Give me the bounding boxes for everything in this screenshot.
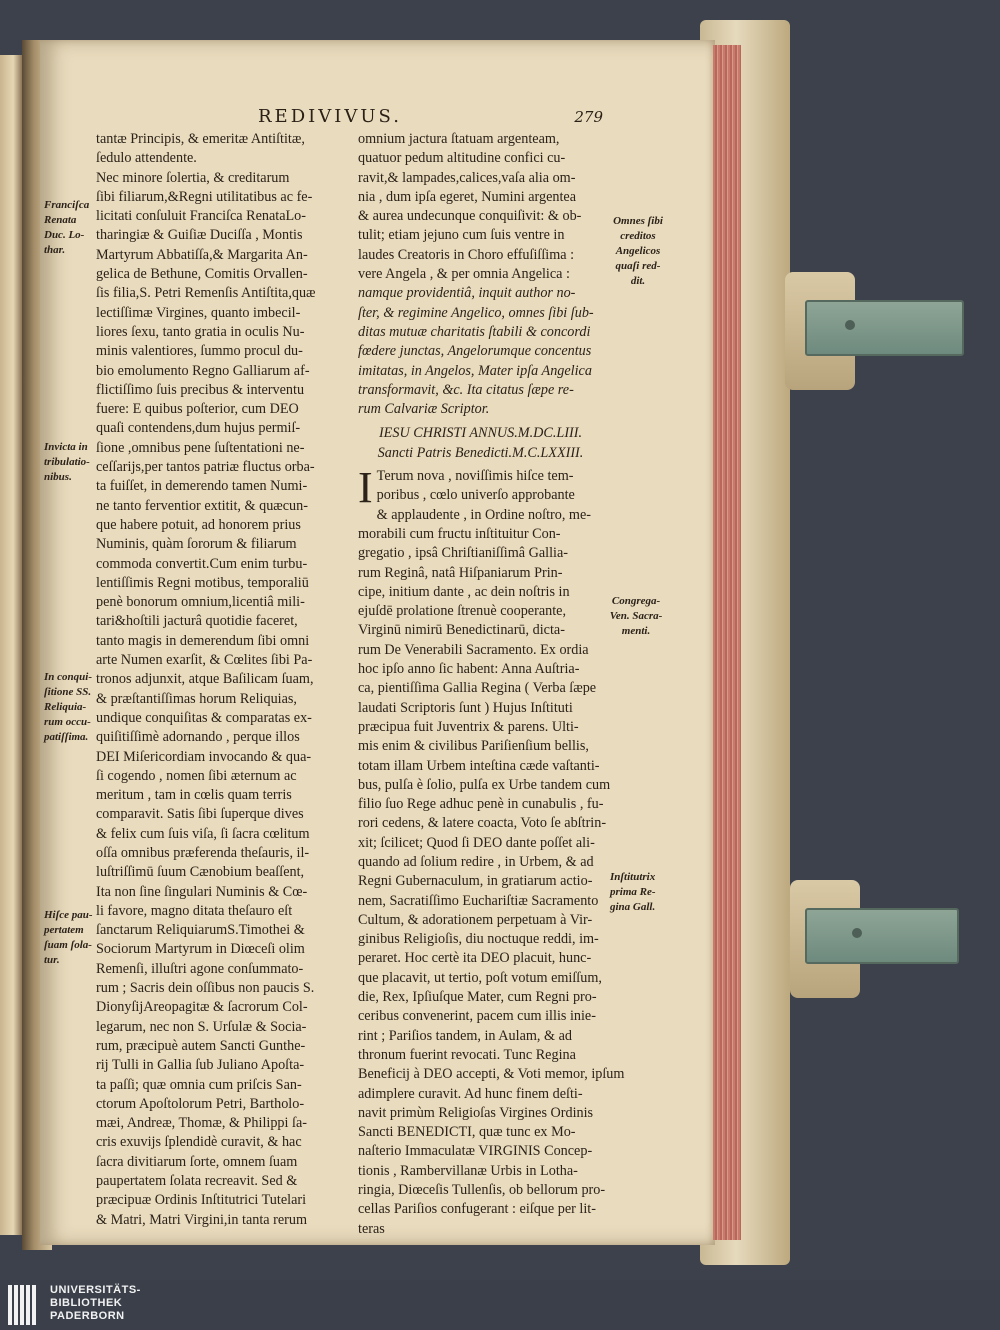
margin-note-line: In conqui- bbox=[44, 671, 92, 683]
margin-note-line: creditos bbox=[620, 230, 656, 242]
text-line: morabili cum fructu inſtituitur Con- bbox=[358, 525, 561, 542]
text-line: flictiſſimo ſuis precibus & interventu bbox=[96, 381, 305, 398]
text-line: Beneficij à DEO accepti, & Voti memor, ipſum bbox=[358, 1066, 625, 1083]
text-line: ejuſdē prolatione ſtrenuè cooperante, bbox=[358, 603, 566, 620]
text-line: bus, pulſa è ſolio, pulſa ex Urbe tandem cum bbox=[358, 776, 611, 793]
text-line: rint ; Pariſios tandem, in Aulam, & ad bbox=[358, 1027, 572, 1044]
left-text-column bbox=[96, 130, 351, 1230]
text-line: ne tanto ferventior extitit, & quæcun- bbox=[96, 497, 308, 514]
clasp-top bbox=[785, 272, 855, 390]
margin-note-line: prima Re- bbox=[610, 886, 656, 898]
text-line: rum ; Sacris dein oſſibus non paucis S. bbox=[96, 980, 315, 997]
text-line: totam illam Urbem inteſtina cæde vaſtanti- bbox=[358, 757, 600, 774]
text-line: Regni Gubernaculum, in gratiarum actio- bbox=[358, 873, 593, 890]
quote-line: ditas mutuæ charitatis ſtabili & concordi bbox=[358, 323, 591, 340]
text-line: paupertatem ſolata recreavit. Sed & bbox=[96, 1173, 298, 1190]
text-line: tharingiæ & Guiſiæ Duciſſa , Montis bbox=[96, 227, 303, 244]
text-line: tari&hoſtili jacturâ quotidie faceret, bbox=[96, 613, 298, 630]
margin-note-right bbox=[606, 594, 666, 639]
text-line: filio ſuo Rege adhuc penè in cunabulis , fu- bbox=[358, 796, 604, 813]
right-column-quote bbox=[358, 284, 603, 419]
clasp-metal-bottom bbox=[805, 908, 959, 964]
text-line: ctorum Apoſtolorum Petri, Bartholo- bbox=[96, 1095, 305, 1112]
margin-note-line: dit. bbox=[630, 275, 646, 287]
text-line: cipe, initium dante , ac dein noſtris in bbox=[358, 583, 570, 600]
text-line: Virginū nimirū Benedictinarū, dicta- bbox=[358, 622, 565, 639]
text-line: rum, præcipuè autem Sancti Gunthe- bbox=[96, 1037, 306, 1054]
margin-note-right bbox=[608, 214, 668, 289]
text-line: Ita non ſine ſingulari Numinis & Cœ- bbox=[96, 883, 308, 900]
margin-note-line: ſuam ſola- bbox=[44, 939, 92, 951]
text-line: Remenſi, illuſtri agone conſummato- bbox=[96, 960, 304, 977]
text-line: DionyſijAreopagitæ & ſacrorum Col- bbox=[96, 999, 308, 1016]
text-line: poribus , cœlo univerſo approbante bbox=[376, 487, 575, 504]
text-line: ginibus Religioſis, diu noctuque reddi, im- bbox=[358, 931, 599, 948]
text-line: & applaudente , in Ordine noſtro, me- bbox=[376, 506, 591, 523]
page-number: 279 bbox=[574, 108, 603, 126]
text-line: cris exuvijs ſplendidè curavit, & hac bbox=[96, 1134, 302, 1151]
text-line: thronum fuerint revocati. Tunc Regina bbox=[358, 1046, 576, 1063]
heading-line: Sancti Patris Benedicti.M.C.LXXIII. bbox=[377, 444, 584, 461]
text-line: rum De Venerabili Sacramento. Ex ordia bbox=[358, 641, 589, 658]
quote-line: fœdere junctas, Angelorumque concentus bbox=[358, 343, 592, 360]
text-line: ſi cogendo , nomen ſibi æternum ac bbox=[96, 767, 297, 784]
right-text-column bbox=[358, 130, 625, 1239]
text-line: penè bonorum omnium,licentiâ mili- bbox=[96, 594, 305, 611]
section-heading bbox=[358, 424, 603, 463]
text-line: quiſitiſſimè adornando , perque illos bbox=[96, 729, 300, 746]
margin-note-line: Renata bbox=[44, 214, 77, 226]
running-title: REDIVIVUS. bbox=[258, 106, 402, 127]
text-line: comparavit. Satis ſibi ſuperque dives bbox=[96, 806, 304, 823]
right-column-body bbox=[358, 463, 625, 1239]
margin-note-line: Inſtitutrix bbox=[610, 871, 656, 883]
logo-line: UNIVERSITÄTS- bbox=[50, 1284, 141, 1296]
text-line: & Matri, Matri Virgini,in tanta rerum bbox=[96, 1211, 308, 1228]
text-line: ſis filia,S. Petri Remenſis Antiſtita,quæ bbox=[96, 285, 316, 302]
logo-line: PADERBORN bbox=[50, 1310, 125, 1322]
text-line: & felix cum ſuis viſa, ſi ſacra cœlitum bbox=[96, 825, 310, 842]
text-line: Sancti BENEDICTI, quæ tunc ex Mo- bbox=[358, 1124, 576, 1141]
text-line: nem, Sacratiſſimo Euchariſtiæ Sacramento bbox=[358, 892, 599, 909]
text-line: commoda convertit.Cum enim turbu- bbox=[96, 555, 308, 572]
text-line: ca, pientiſſima Gallia Regina ( Verba ſæpe bbox=[358, 680, 597, 697]
text-line: arte Numen exarſit, & Cœlites ſibi Pa- bbox=[96, 652, 313, 669]
text-line: naſterio Immaculatæ VIRGINIS Concep- bbox=[358, 1143, 593, 1160]
text-line: præcipua fuit Juventrix & parens. Ulti- bbox=[358, 718, 579, 735]
text-line: ringia, Diœceſis Tullenſis, ob bellorum pro- bbox=[358, 1182, 606, 1199]
right-column-top bbox=[358, 130, 603, 284]
text-line: meritum , tam in cœlis quam terris bbox=[96, 787, 292, 804]
margin-note-line: tribulatio- bbox=[44, 456, 90, 468]
text-line: cellas Pariſios confugerant : eiſque per lit- bbox=[358, 1201, 596, 1218]
text-line: oſſa omnibus præferenda theſauris, il- bbox=[96, 844, 310, 861]
text-line: præcipuæ Ordinis Inſtitutrici Tutelari bbox=[96, 1192, 307, 1209]
text-line: quando ad ſolium redire , in Urbem, & ad bbox=[358, 853, 594, 870]
quote-line: namque providentiâ, inquit author no- bbox=[358, 285, 576, 302]
text-line: minis valentiores, ſummo procul du- bbox=[96, 343, 303, 360]
clasp-metal-top bbox=[805, 300, 964, 356]
margin-note-line: Duc. Lo- bbox=[44, 229, 85, 241]
text-line: li favore, magno ditata theſauro eſt bbox=[96, 902, 293, 919]
text-line: ſacra divitiarum ſorte, omnem ſuam bbox=[96, 1153, 298, 1170]
margin-note-line: thar. bbox=[44, 244, 66, 256]
text-line: tantæ Principis, & emeritæ Antiſtitæ, bbox=[96, 131, 305, 147]
heading-line: IESU CHRISTI ANNUS.M.DC.LIII. bbox=[378, 425, 583, 442]
text-line: ceribus convenerint, pacem cum illis inie- bbox=[358, 1008, 596, 1025]
text-line: tronos adjunxit, atque Baſilicam ſuam, bbox=[96, 671, 314, 688]
text-line: lentiſſimis Regni motibus, temporaliū bbox=[96, 574, 309, 591]
text-line: ta paſſi; quæ omnia cum priſcis San- bbox=[96, 1076, 302, 1093]
rivet-icon bbox=[845, 320, 855, 330]
text-line: ſione ,omnibus pene ſuſtentationi ne- bbox=[96, 439, 305, 456]
margin-note-line: Franciſca bbox=[44, 199, 90, 211]
margin-note-line: pertatem bbox=[44, 924, 84, 936]
page-edge-red bbox=[713, 45, 741, 1240]
text-line: xit; ſcilicet; Quod ſi DEO dante poſſet ali- bbox=[358, 834, 595, 851]
margin-note-line: Angelicos bbox=[615, 245, 661, 257]
text-line: ceſſarijs,per tantos patriæ fluctus orba- bbox=[96, 459, 315, 476]
logo-line: BIBLIOTHEK bbox=[50, 1297, 123, 1309]
text-line: undique conquiſitas & comparatas ex- bbox=[96, 709, 312, 726]
margin-note-left bbox=[44, 670, 94, 745]
text-line: gregatio , ipsâ Chriſtianiſſimâ Gallia- bbox=[358, 545, 568, 562]
text-line: teras bbox=[358, 1220, 385, 1237]
text-line: mis enim & civilibus Pariſienſium bellis, bbox=[358, 738, 589, 755]
text-line: legarum, nec non S. Urſulæ & Socia- bbox=[96, 1018, 307, 1035]
text-line: quatuor pedum altitudine confici cu- bbox=[358, 150, 566, 167]
margin-note-right bbox=[610, 870, 670, 915]
margin-note-line: rum occu- bbox=[44, 716, 91, 728]
text-line: omnium jactura ſtatuam argenteam, bbox=[358, 131, 560, 147]
text-line: Martyrum Abbatiſſa,& Margarita An- bbox=[96, 246, 308, 263]
margin-note-left bbox=[44, 908, 94, 968]
margin-note-line: Hiſce pau- bbox=[44, 909, 93, 921]
text-line: ta fuiſſet, in demerendo tamen Numi- bbox=[96, 478, 308, 495]
clasp-bottom bbox=[790, 880, 860, 998]
margin-note-line: ſitione SS. bbox=[44, 686, 92, 698]
text-line: laudes Creatoris in Choro effuſiſſima : bbox=[358, 246, 575, 263]
quote-line: imitatas, in Angelos, Mater ipſa Angelica bbox=[358, 362, 592, 379]
text-line: bio emolumento Regno Galliarum af- bbox=[96, 362, 310, 379]
quote-line: transformavit, &c. Ita citatus ſæpe re- bbox=[358, 381, 574, 398]
text-line: Numinis, quàm ſororum & filiarum bbox=[96, 536, 297, 553]
text-line: & aurea undecunque conquiſivit: & ob- bbox=[358, 208, 582, 225]
text-line: que habere potuit, ad honorem prius bbox=[96, 516, 301, 533]
previous-page-edge bbox=[0, 55, 22, 1235]
margin-note-line: Ven. Sacra- bbox=[609, 610, 663, 622]
margin-note-line: nibus. bbox=[44, 471, 72, 483]
text-line: Cultum, & adorationem perpetuam à Vir- bbox=[358, 911, 593, 928]
rivet-icon bbox=[852, 928, 862, 938]
text-line: lectiſſimæ Virgines, quanto imbecil- bbox=[96, 304, 301, 321]
margin-note-line: Omnes ſibi bbox=[613, 215, 663, 227]
drop-cap: I bbox=[358, 463, 373, 513]
footer-bar bbox=[0, 1280, 1000, 1330]
text-line: rij Tulli in Gallia ſub Juliano Apoſta- bbox=[96, 1057, 305, 1074]
text-line: ravit,& lampades,calices,vaſa alia om- bbox=[358, 169, 576, 186]
text-line: nia , dum ipſa egeret, Numini argentea bbox=[358, 188, 576, 205]
text-line: rori cedens, & latere coacta, Voto ſe abſtrin- bbox=[358, 815, 607, 832]
text-line: ſibi filiarum,&Regni utilitatibus ac fe- bbox=[96, 188, 313, 205]
margin-note-line: patiſſima. bbox=[44, 731, 89, 743]
margin-note-left bbox=[44, 440, 94, 485]
margin-note-line: tur. bbox=[44, 954, 60, 966]
text-line: hoc ipſo anno ſic habent: Anna Auſtria- bbox=[358, 661, 580, 678]
text-line: gelica de Bethune, Comitis Orvallen- bbox=[96, 266, 308, 283]
text-line: laudati Scriptoris ſunt ) Hujus Inſtituti bbox=[358, 699, 573, 716]
text-line: ſanctarum ReliquiarumS.Timothei & bbox=[96, 922, 305, 939]
text-line: tulit; etiam jejuno cum ſuis ventre in bbox=[358, 227, 565, 244]
text-line: luſtriſſimū ſuum Cænobium beaſſent, bbox=[96, 864, 305, 881]
text-line: licitati conſuluit Franciſca RenataLo- bbox=[96, 208, 306, 225]
text-line: peraret. Hoc certè ita DEO placuit, hunc- bbox=[358, 950, 592, 967]
text-line: fuere: E quibus poſterior, cum DEO bbox=[96, 401, 299, 418]
text-line: adimplere curavit. Ad hunc finem deſti- bbox=[358, 1085, 583, 1102]
text-line: & præſtantiſſimas horum Reliquias, bbox=[96, 690, 297, 707]
text-line: mæi, Andreæ, Thomæ, & Philippi ſa- bbox=[96, 1115, 307, 1132]
quote-line: ſter, & regimine Angelico, omnes ſibi ſub- bbox=[358, 304, 594, 321]
text-line: liores ſexu, tanto gratia in oculis Nu- bbox=[96, 323, 305, 340]
quote-line: rum Calvariæ Scriptor. bbox=[358, 401, 490, 418]
text-line: navit primùm Religioſas Virgines Ordinis bbox=[358, 1104, 594, 1121]
library-logo-icon bbox=[8, 1285, 42, 1325]
text-line: Sociorum Martyrum in Diœceſi olim bbox=[96, 941, 305, 958]
text-line: Nec minore ſolertia, & creditarum bbox=[96, 169, 290, 186]
library-logo-text bbox=[50, 1284, 141, 1323]
text-line: Terum nova , noviſſimis hiſce tem- bbox=[376, 468, 574, 485]
text-line: vere Angela , & per omnia Angelica : bbox=[358, 266, 570, 283]
text-line: que placavit, ut tertio, poſt votum emiſſum, bbox=[358, 969, 602, 986]
margin-note-left bbox=[44, 198, 94, 258]
text-line: die, Rex, Ipſiuſque Mater, cum Regni pro- bbox=[358, 989, 597, 1006]
text-line: DEI Miſericordiam invocando & qua- bbox=[96, 748, 312, 765]
text-line: rum Reginâ, natâ Hiſpaniarum Prin- bbox=[358, 564, 563, 581]
margin-note-line: gina Gall. bbox=[610, 901, 656, 913]
margin-note-line: Congrega- bbox=[611, 595, 661, 607]
text-line: quaſi contendens,dum hujus permiſ- bbox=[96, 420, 301, 437]
margin-note-line: menti. bbox=[621, 625, 651, 637]
margin-note-line: Invicta in bbox=[44, 441, 88, 453]
text-line: ſedulo attendente. bbox=[96, 150, 197, 167]
margin-note-line: Reliquia- bbox=[44, 701, 87, 713]
text-line: tanto magis in demerendum ſibi omni bbox=[96, 632, 310, 649]
text-line: tionis , Rambervillanæ Urbis in Lotha- bbox=[358, 1162, 578, 1179]
margin-note-line: quaſi red- bbox=[615, 260, 661, 272]
